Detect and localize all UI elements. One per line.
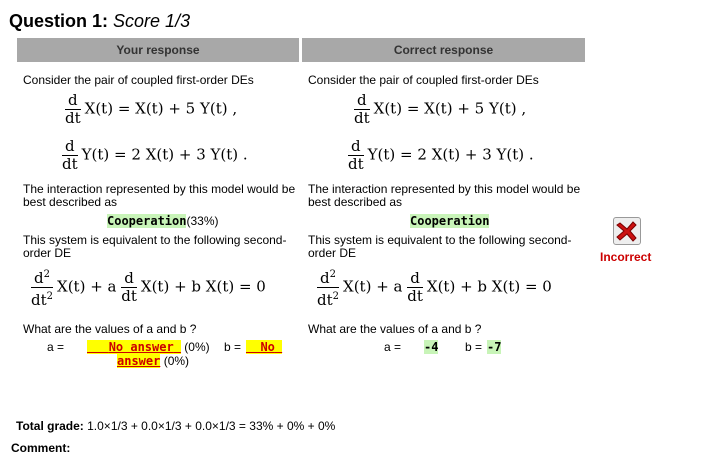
values-question: What are the values of a and b ? — [23, 322, 197, 336]
b-correct-answer: -7 — [487, 340, 502, 354]
question-score: Score 1/3 — [113, 11, 191, 31]
red-x-icon — [613, 217, 641, 245]
question-title — [9, 11, 190, 32]
values-question: What are the values of a and b ? — [308, 322, 482, 336]
correct-response-header: Correct response — [302, 38, 585, 62]
your-interaction-answer: Cooperation(33%) — [107, 214, 219, 228]
correct-response-column — [302, 62, 584, 407]
correct-interaction-answer: Cooperation — [410, 214, 490, 228]
intro-text: Consider the pair of coupled first-order DEs — [308, 73, 539, 87]
equivalence-text: This system is equivalent to the following second-order DE — [23, 233, 287, 260]
equation-2: $\frac{d}{dt}$ Y(t) = 2 X(t) + 3 Y(t) . — [348, 137, 534, 173]
your-response-column — [17, 62, 299, 407]
incorrect-status: Incorrect — [600, 250, 652, 264]
a-label: a = — [384, 340, 402, 354]
total-grade: Total grade: 1.0×1/3 + 0.0×1/3 + 0.0×1/3 = 33% + 0% + 0% — [16, 419, 336, 433]
a-correct-answer: -4 — [424, 340, 439, 354]
second-order-equation: $\frac{d^2}{dt^2}$ X(t) + a $\frac{d}{dt}$ X(t) + b X(t) = 0 — [31, 266, 266, 309]
a-label: a = — [47, 340, 65, 354]
equation-2: $\frac{d}{dt}$ Y(t) = 2 X(t) + 3 Y(t) . — [62, 137, 248, 173]
comment-label: Comment: — [11, 441, 71, 455]
second-order-equation: $\frac{d^2}{dt^2}$ X(t) + a $\frac{d}{dt}$ X(t) + b X(t) = 0 — [317, 266, 552, 309]
interaction-text: The interaction represented by this model would be best described as — [23, 182, 296, 209]
equivalence-text: This system is equivalent to the following second-order DE — [308, 233, 572, 260]
b-label: b = — [465, 340, 483, 354]
your-response-header: Your response — [17, 38, 299, 62]
b-answer: No — [246, 341, 282, 354]
equation-1: $\frac{d}{dt}$ X(t) = X(t) + 5 Y(t) , — [354, 91, 527, 127]
a-answer: No answer (0%) — [87, 341, 210, 354]
interaction-text: The interaction represented by this model would be best described as — [308, 182, 581, 209]
a-answer-line-2: answer (0%) — [117, 354, 190, 368]
question-label: Question 1: — [9, 11, 109, 31]
intro-text: Consider the pair of coupled first-order DEs — [23, 73, 254, 87]
equation-1: $\frac{d}{dt}$ X(t) = X(t) + 5 Y(t) , — [65, 91, 238, 127]
b-label: b = — [224, 340, 242, 354]
